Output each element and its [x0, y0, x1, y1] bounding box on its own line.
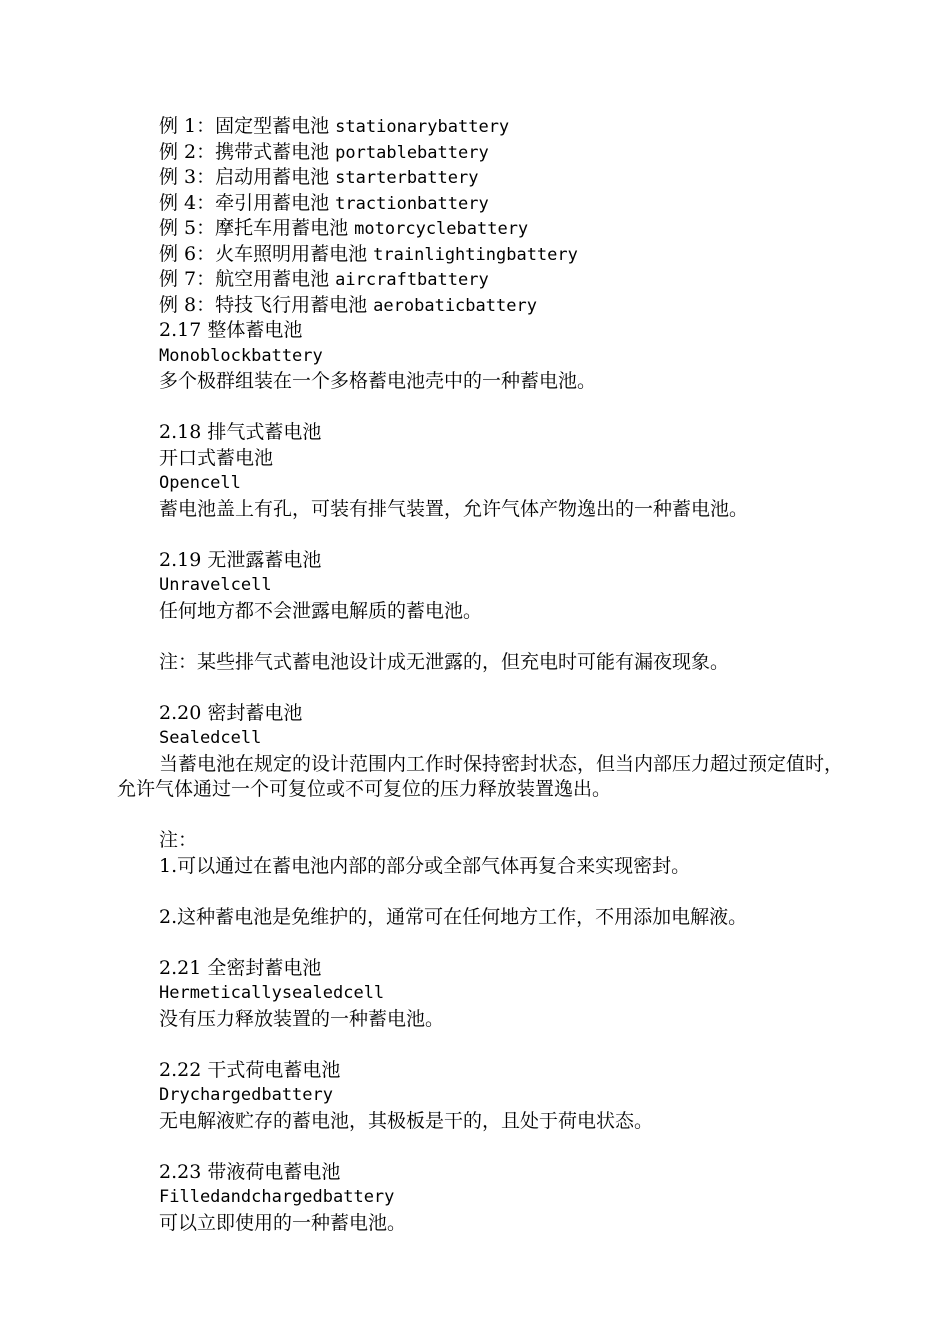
example-english-term: aircraftbattery [335, 270, 489, 290]
note-label: 注： [159, 829, 198, 851]
english-term: Unravelcell [159, 575, 272, 595]
example-label: 例 6：火车照明用蓄电池 [159, 242, 374, 265]
example-english-term: aerobaticbattery [373, 295, 537, 316]
example-line [0, 191, 950, 217]
definition: 蓄电池盖上有孔，可装有排气装置，允许气体产物逸出的一种蓄电池。 [159, 497, 749, 520]
definition: 可以立即使用的一种蓄电池。 [159, 1211, 407, 1234]
example-line [0, 114, 950, 140]
definition: 当蓄电池在规定的设计范围内工作时保持密封状态，但当内部压力超过预定值时， [159, 752, 844, 775]
example-label: 例 2：携带式蓄电池 [159, 140, 336, 163]
section-heading: 2.23 带液荷电蓄电池 [159, 1160, 341, 1183]
example-english-term: motorcyclebattery [354, 219, 529, 239]
spacer [0, 930, 950, 956]
definition: 无电解液贮存的蓄电池，其极板是干的，且处于荷电状态。 [159, 1109, 654, 1132]
spacer [0, 395, 950, 421]
example-line [0, 165, 950, 191]
spacer [0, 675, 950, 701]
english-term: Filledandchargedbattery [159, 1187, 395, 1207]
section-heading: 2.18 排气式蓄电池 [159, 421, 322, 443]
section-heading: 2.20 密封蓄电池 [159, 701, 303, 724]
synonym: 开口式蓄电池 [159, 446, 274, 469]
example-line [0, 242, 950, 268]
definition: 任何地方都不会泄露电解质的蓄电池。 [159, 599, 483, 622]
example-label: 例 4：牵引用蓄电池 [159, 191, 336, 214]
example-english-term: trainlightingbattery [373, 244, 578, 265]
english-term: Hermeticallysealedcell [159, 983, 385, 1003]
english-term: Monoblockbattery [159, 345, 323, 366]
section-heading: 2.21 全密封蓄电池 [159, 956, 322, 979]
example-english-term: starterbattery [335, 168, 479, 188]
spacer [0, 624, 950, 650]
example-line [0, 140, 950, 166]
document-page [0, 114, 950, 1236]
example-line [0, 293, 950, 319]
english-term: Drychargedbattery [159, 1085, 333, 1105]
example-label: 例 8：特技飞行用蓄电池 [159, 293, 374, 316]
spacer [0, 879, 950, 905]
example-label: 例 1：固定型蓄电池 [159, 115, 336, 137]
definition: 多个极群组装在一个多格蓄电池壳中的一种蓄电池。 [159, 370, 597, 392]
definition-continuation: 允许气体通过一个可复位或不可复位的压力释放装置逸出。 [117, 778, 612, 800]
note-item: 1.可以通过在蓄电池内部的部分或全部气体再复合来实现密封。 [159, 854, 691, 877]
example-line [0, 267, 950, 293]
definition: 没有压力释放装置的一种蓄电池。 [159, 1007, 445, 1030]
spacer [0, 1134, 950, 1160]
example-label: 例 7：航空用蓄电池 [159, 268, 336, 290]
example-line [0, 216, 950, 242]
english-term: Opencell [159, 473, 241, 493]
english-term: Sealedcell [159, 728, 262, 748]
example-label: 例 3：启动用蓄电池 [159, 166, 336, 188]
example-english-term: tractionbattery [335, 193, 489, 214]
example-english-term: portablebattery [335, 142, 489, 163]
section-heading: 2.22 干式荷电蓄电池 [159, 1058, 341, 1081]
section-heading: 2.19 无泄露蓄电池 [159, 548, 322, 571]
spacer [0, 522, 950, 548]
spacer [0, 803, 950, 829]
note: 注：某些排气式蓄电池设计成无泄露的，但充电时可能有漏夜现象。 [159, 650, 730, 673]
section-heading: 2.17 整体蓄电池 [159, 319, 303, 341]
example-label: 例 5：摩托车用蓄电池 [159, 217, 355, 239]
example-english-term: stationarybattery [335, 117, 510, 137]
spacer [0, 1032, 950, 1058]
note-item: 2.这种蓄电池是免维护的，通常可在任何地方工作，不用添加电解液。 [159, 905, 748, 928]
